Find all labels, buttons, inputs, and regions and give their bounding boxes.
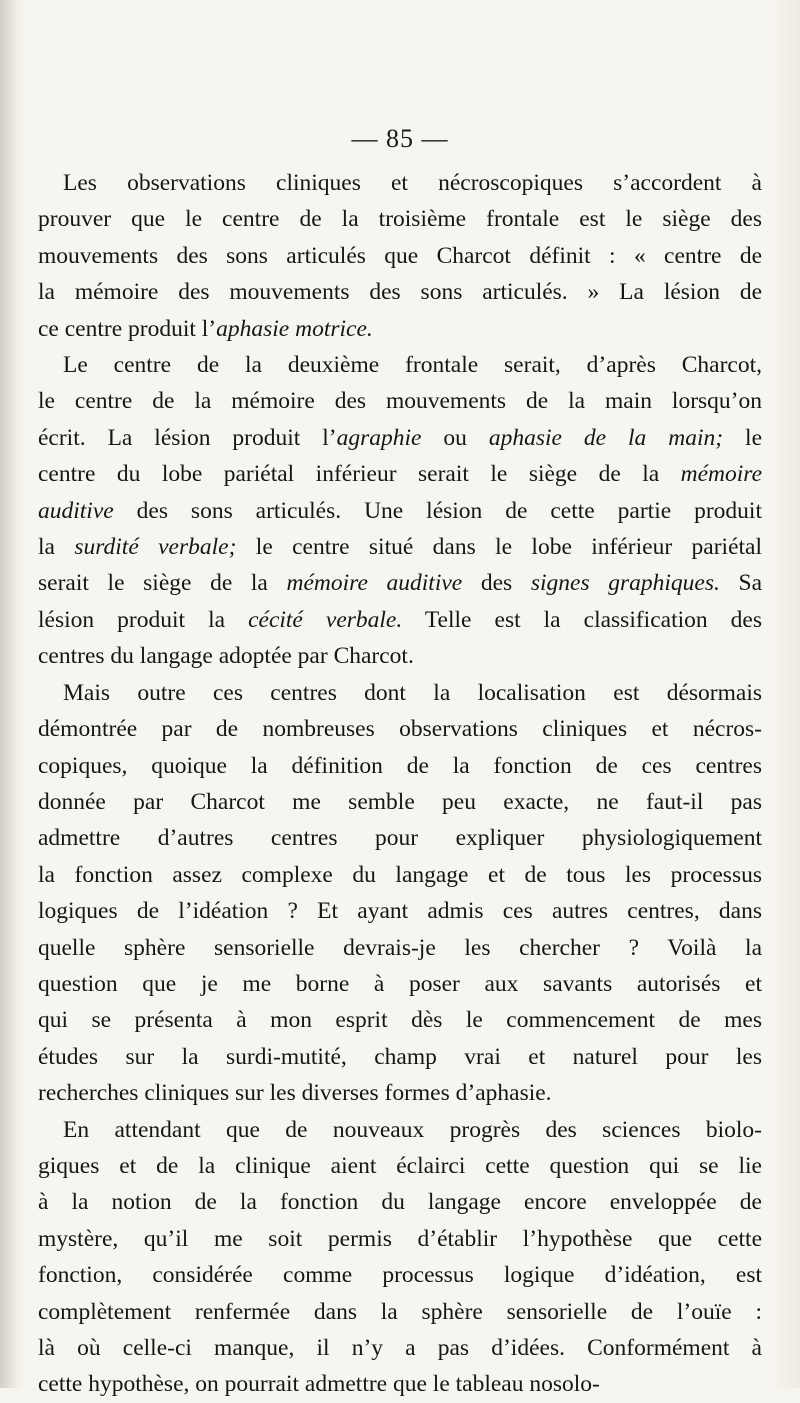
text-line <box>38 1294 762 1330</box>
text-line <box>38 383 762 419</box>
text-run: Le centre de la deuxième frontale serait, d’après Charcot, <box>63 352 762 379</box>
text-run: cette hypothèse, on pourrait admettre que le tableau nosolo- <box>38 1371 600 1398</box>
text-line <box>38 1075 762 1111</box>
text-run: la <box>38 534 75 561</box>
text-line <box>38 820 762 856</box>
text-run: centre du lobe pariétal inférieur serait le siège de la <box>38 461 681 488</box>
italic-run: surdité verbale; <box>74 534 237 561</box>
text-run: à la notion de la fonction du langage encore enveloppée de <box>38 1189 762 1216</box>
text-line <box>38 238 762 274</box>
text-line <box>38 529 762 565</box>
text-run: Sa <box>719 570 763 597</box>
text-line <box>38 1112 762 1148</box>
text-run: des <box>462 570 531 597</box>
text-run: logiques de l’idéation ? Et ayant admis ces autres centres, dans <box>38 898 762 925</box>
text-line <box>38 857 762 893</box>
text-line <box>38 966 762 1002</box>
italic-run: aphasie motrice. <box>216 315 373 342</box>
text-run: là où celle-ci manque, il n’y a pas d’idées. Conformément à <box>38 1335 762 1361</box>
text-line <box>38 311 762 347</box>
text-line <box>38 748 762 784</box>
text-run: le centre de la mémoire des mouvements de la main lorsqu’on <box>38 388 762 415</box>
text-line <box>38 1330 762 1366</box>
text-line <box>38 1002 762 1038</box>
italic-run: aphasie de la main; <box>488 424 724 451</box>
text-line <box>38 602 762 638</box>
text-line <box>38 930 762 966</box>
text-line <box>38 420 762 456</box>
italic-run: cécité verbale. <box>248 606 403 633</box>
text-run: quelle sphère sensorielle devrais-je les chercher ? Voilà la <box>38 934 762 961</box>
text-line <box>38 201 762 237</box>
text-run: En attendant que de nouveaux progrès des sciences biolo- <box>63 1116 762 1143</box>
page-number: — 85 — <box>351 124 449 153</box>
italic-run: signes graphiques. <box>530 570 720 597</box>
text-line <box>38 1221 762 1257</box>
text-run: donnée par Charcot me semble peu exacte, ne faut-il pas <box>38 788 762 815</box>
text-run: des sons articulés. Une lésion de cette partie produit <box>113 497 762 524</box>
text-line <box>38 493 762 529</box>
text-line <box>38 274 762 310</box>
text-run: lésion produit la <box>38 606 249 633</box>
text-run: recherches cliniques sur les diverses formes d’aphasie. <box>38 1080 552 1107</box>
text-run: le centre situé dans le lobe inférieur pariétal <box>236 534 762 561</box>
text-run: serait le siège de la <box>38 570 287 597</box>
text-run: ce centre produit l’ <box>38 315 217 342</box>
text-run: ou <box>421 424 489 451</box>
text-run: complètement renfermée dans la sphère sensorielle de l’ouïe : <box>38 1298 762 1325</box>
text-run: Les observations cliniques et nécroscopiques s’accordent à <box>63 170 762 196</box>
paragraph <box>38 347 762 675</box>
paragraph <box>38 1112 762 1403</box>
text-run: fonction, considérée comme processus logique d’idéation, est <box>38 1262 762 1289</box>
text-run: prouver que le centre de la troisième frontale est le siège des <box>38 206 762 233</box>
text-line <box>38 1148 762 1184</box>
text-run: giques et de la clinique aient éclairci cette question qui se lie <box>38 1152 762 1179</box>
text-line <box>38 1184 762 1220</box>
text-run: Telle est la classification des <box>402 606 762 633</box>
text-run: le <box>723 424 763 451</box>
text-line <box>38 1257 762 1293</box>
body-text <box>38 165 762 1403</box>
paragraph <box>38 675 762 1112</box>
text-run: Mais outre ces centres dont la localisation est désormais <box>63 679 762 706</box>
text-line <box>38 784 762 820</box>
text-line <box>38 1366 762 1402</box>
text-run: la fonction assez complexe du langage et de tous les processus <box>38 861 762 888</box>
text-run: admettre d’autres centres pour expliquer physiologiquement <box>38 825 762 852</box>
text-line <box>38 347 762 383</box>
italic-run: auditive <box>38 497 114 524</box>
binding-gutter-shadow <box>0 0 18 1388</box>
text-line <box>38 711 762 747</box>
text-line <box>38 638 762 674</box>
text-run: qui se présenta à mon esprit dès le commencement de mes <box>38 1007 762 1034</box>
text-run: question que je me borne à poser aux savants autorisés et <box>38 970 762 997</box>
text-run: copiques, quoique la définition de la fonction de ces centres <box>38 752 762 779</box>
text-run: mouvements des sons articulés que Charcot définit : « centre de <box>38 242 762 269</box>
italic-run: mémoire auditive <box>286 570 463 597</box>
text-line <box>38 893 762 929</box>
text-line <box>38 1039 762 1075</box>
text-run: la mémoire des mouvements des sons articulés. » La lésion de <box>38 279 762 306</box>
text-run: écrit. La lésion produit l’ <box>38 424 337 451</box>
text-run: études sur la surdi-mutité, champ vrai et naturel pour les <box>38 1043 762 1070</box>
italic-run: mémoire <box>680 461 762 488</box>
italic-run: agraphie <box>336 424 422 451</box>
text-line <box>38 456 762 492</box>
text-line <box>38 565 762 601</box>
paragraph <box>38 165 762 347</box>
text-line <box>38 675 762 711</box>
text-run: centres du langage adoptée par Charcot. <box>38 643 414 670</box>
text-line <box>38 165 762 201</box>
text-run: mystère, qu’il me soit permis d’établir l’hypothèse que cette <box>38 1225 762 1252</box>
text-run: démontrée par de nombreuses observations cliniques et nécros- <box>38 716 762 743</box>
